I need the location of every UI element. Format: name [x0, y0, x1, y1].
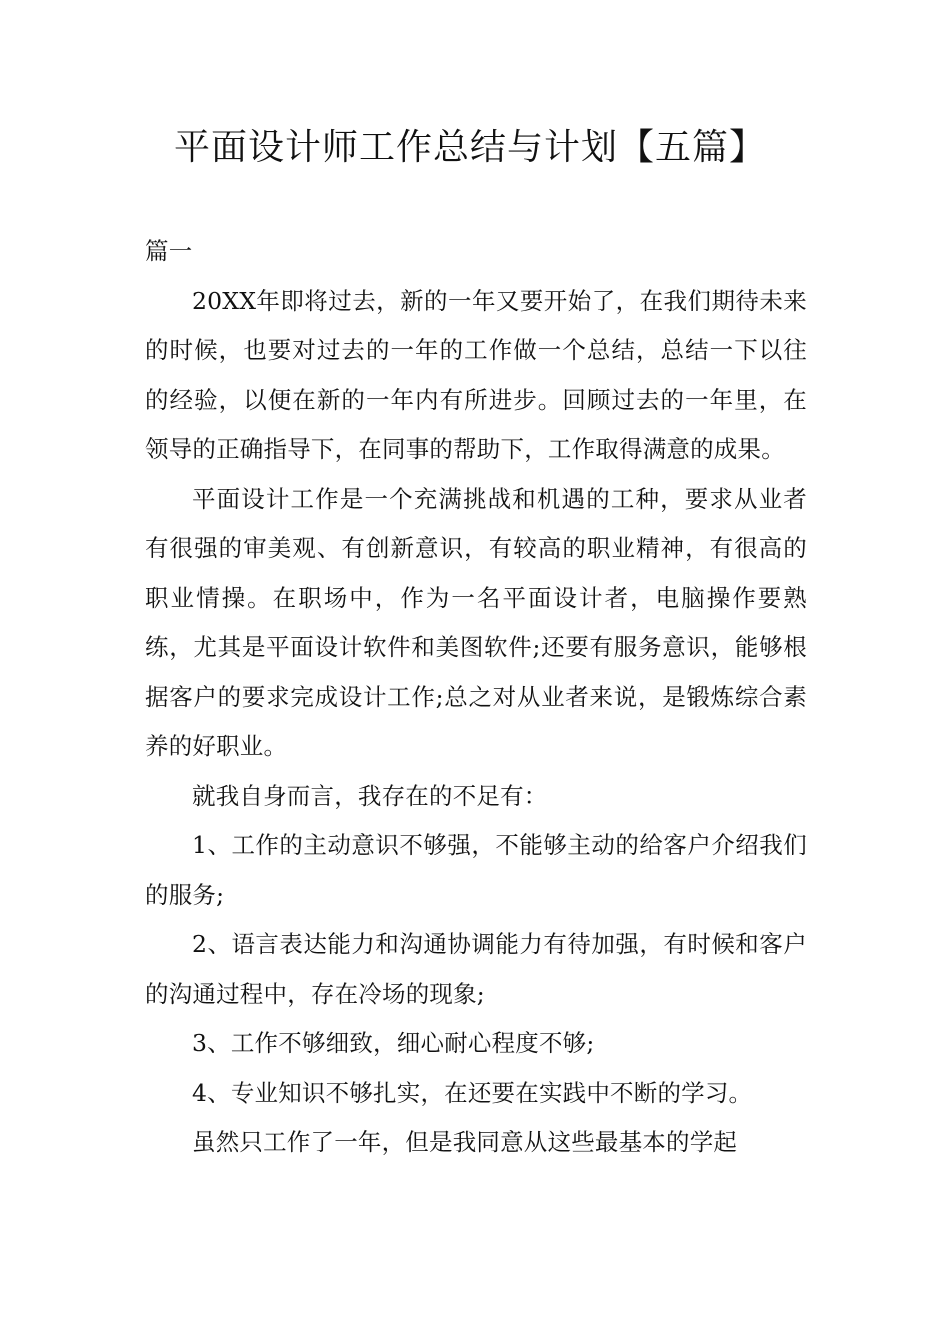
- list-item-shortcoming-2: 2、语言表达能力和沟通协调能力有待加强，有时候和客户的沟通过程中，存在冷场的现象;: [145, 930, 807, 1008]
- section-label: 篇一: [145, 237, 193, 265]
- list-item-shortcoming-1: 1、工作的主动意识不够强，不能够主动的给客户介绍我们的服务;: [145, 831, 807, 909]
- paragraph-intro: 20XX年即将过去，新的一年又要开始了，在我们期待未来的时候，也要对过去的一年的工作做一个总结，总结一下以往的经验，以便在新的一年内有所进步。回顾过去的一年里，在领导的正确指导下，在同事的帮助下，工作取得满意的成果。: [145, 286, 807, 463]
- paragraph-job-description: 平面设计工作是一个充满挑战和机遇的工种，要求从业者有很强的审美观、有创新意识，有较高的职业精神，有很高的职业情操。在职场中，作为一名平面设计者，电脑操作要熟练，尤其是平面设计软件和美图软件;还要有服务意识，能够根据客户的要求完成设计工作;总之对从业者来说，是锻炼综合素养的好职业。: [145, 484, 807, 760]
- paragraph-closing-fragment: 虽然只工作了一年，但是我同意从这些最基本的学起: [192, 1128, 738, 1156]
- document-body: [145, 227, 807, 1168]
- document-title: 平面设计师工作总结与计划【五篇】: [173, 127, 766, 168]
- list-item-shortcoming-4: 4、专业知识不够扎实，在还要在实践中不断的学习。: [192, 1078, 753, 1107]
- paragraph-shortcomings-intro: 就我自身而言，我存在的不足有：: [192, 781, 548, 810]
- list-item-shortcoming-3: 3、工作不够细致，细心耐心程度不够;: [192, 1029, 595, 1057]
